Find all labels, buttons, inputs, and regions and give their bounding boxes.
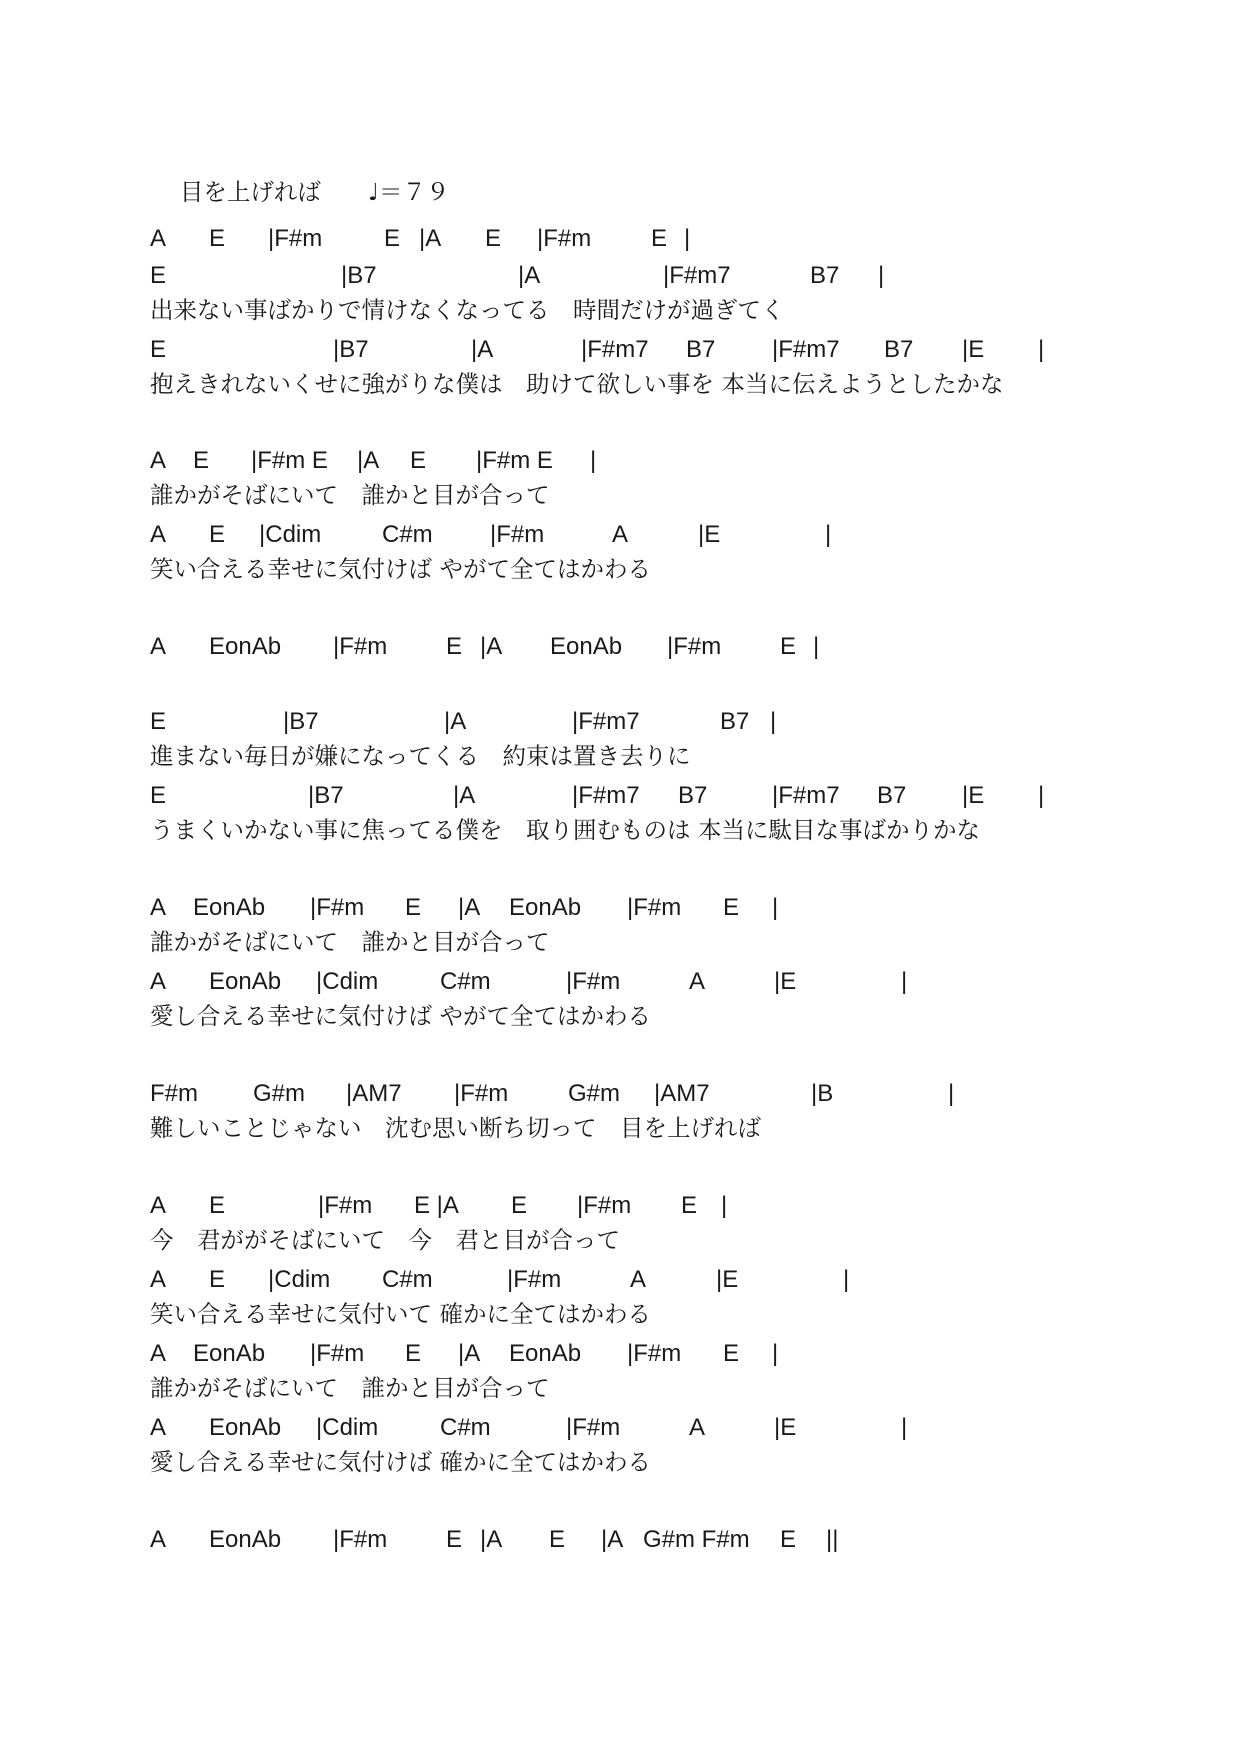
chord: E xyxy=(651,225,668,252)
chord: C#m xyxy=(382,521,433,548)
chord: G#m F#m xyxy=(643,1526,750,1553)
chord: F#m xyxy=(150,1080,198,1107)
chord: |F#m E xyxy=(476,447,553,474)
chord: C#m xyxy=(440,968,491,995)
chord: |F#m xyxy=(566,968,621,995)
chord: E xyxy=(780,1526,797,1553)
chord: E xyxy=(681,1192,698,1219)
chord: |A xyxy=(453,782,476,809)
chord: A xyxy=(689,1414,706,1441)
chord: |F#m xyxy=(268,225,323,252)
chord: EonAb xyxy=(209,633,282,660)
chord: B7 xyxy=(686,336,716,363)
chord: A xyxy=(689,968,706,995)
chord: |F#m xyxy=(310,894,365,921)
chord: |B xyxy=(811,1080,834,1107)
chord: |F#m7 xyxy=(772,782,840,809)
chord: E xyxy=(410,447,427,474)
chord: EonAb xyxy=(193,894,266,921)
chord: G#m xyxy=(568,1080,621,1107)
chord: E xyxy=(150,782,167,809)
chord: B7 xyxy=(678,782,708,809)
chord: |A xyxy=(601,1526,624,1553)
lyric-line: 愛し合える幸せに気付けば 確かに全てはかわる xyxy=(150,1448,651,1476)
song-title: 目を上げれば xyxy=(179,178,321,206)
chord: E xyxy=(723,1340,740,1367)
chord: E xyxy=(446,633,463,660)
chord: B7 xyxy=(810,262,840,289)
chord: |F#m xyxy=(627,1340,682,1367)
chord: |F#m xyxy=(490,521,545,548)
chord: EonAb xyxy=(193,1340,266,1367)
chord: E xyxy=(384,225,401,252)
chord: | xyxy=(825,521,832,548)
chord: |A xyxy=(458,894,481,921)
chord: A xyxy=(612,521,629,548)
chord: | xyxy=(813,633,820,660)
chord: |E xyxy=(962,336,985,363)
chord: |F#m xyxy=(667,633,722,660)
chord: E xyxy=(723,894,740,921)
lyric-line: 愛し合える幸せに気付けば やがて全てはかわる xyxy=(150,1002,651,1030)
chord: | xyxy=(590,447,597,474)
lyric-line: 抱えきれないくせに強がりな僕は 助けて欲しい事を 本当に伝えようとしたかな xyxy=(150,370,1004,398)
chord: | xyxy=(770,708,777,735)
lyric-line: 誰かがそばにいて 誰かと目が合って xyxy=(150,481,550,509)
chord: |F#m xyxy=(537,225,592,252)
chord: A xyxy=(630,1266,647,1293)
chord: | xyxy=(1038,336,1045,363)
chord: |F#m7 xyxy=(663,262,731,289)
chord: |F#m7 xyxy=(581,336,649,363)
chord: |F#m xyxy=(577,1192,632,1219)
chord: | xyxy=(948,1080,955,1107)
chord: |A xyxy=(471,336,494,363)
chord: E xyxy=(209,225,226,252)
chord: |E xyxy=(774,968,797,995)
chord: C#m xyxy=(382,1266,433,1293)
chord: |Cdim xyxy=(316,1414,379,1441)
chord: |F#m xyxy=(566,1414,621,1441)
chord: E xyxy=(405,1340,422,1367)
chord: E xyxy=(209,1192,226,1219)
chord: A xyxy=(150,968,167,995)
chord: E xyxy=(405,894,422,921)
chord: E xyxy=(150,336,167,363)
chord: E |A xyxy=(414,1192,459,1219)
chord: C#m xyxy=(440,1414,491,1441)
chord: E xyxy=(511,1192,528,1219)
chord: | xyxy=(772,894,779,921)
chord: A xyxy=(150,1526,167,1553)
chord: E xyxy=(150,262,167,289)
lyric-line: 笑い合える幸せに気付いて 確かに全てはかわる xyxy=(150,1300,651,1328)
chord: EonAb xyxy=(509,1340,582,1367)
lyric-line: 出来ない事ばかりで情けなくなってる 時間だけが過ぎてく xyxy=(150,296,785,324)
chord: E xyxy=(485,225,502,252)
chord: | xyxy=(901,968,908,995)
chord: |F#m xyxy=(318,1192,373,1219)
chord: |F#m7 xyxy=(572,708,640,735)
chord: E xyxy=(150,708,167,735)
chord: |B7 xyxy=(283,708,319,735)
chord: |Cdim xyxy=(259,521,322,548)
chord: | xyxy=(684,225,691,252)
chord: B7 xyxy=(720,708,750,735)
chord: |E xyxy=(962,782,985,809)
chord: |F#m7 xyxy=(772,336,840,363)
chord: E xyxy=(446,1526,463,1553)
chord: |B7 xyxy=(308,782,344,809)
chord: | xyxy=(878,262,885,289)
chord: G#m xyxy=(253,1080,306,1107)
lyric-line: うまくいかない事に焦ってる僕を 取り囲むものは 本当に駄目な事ばかりかな xyxy=(150,816,980,844)
tempo-marking: ♩＝７９ xyxy=(367,178,450,206)
chord: |A xyxy=(480,633,503,660)
chord: |F#m xyxy=(454,1080,509,1107)
lyric-line: 今 君ががそばにいて 今 君と目が合って xyxy=(150,1226,620,1254)
chord: E xyxy=(193,447,210,474)
chord: EonAb xyxy=(209,968,282,995)
chord: |AM7 xyxy=(346,1080,402,1107)
chord: EonAb xyxy=(209,1526,282,1553)
chord: EonAb xyxy=(209,1414,282,1441)
chord: EonAb xyxy=(550,633,623,660)
chord: |A xyxy=(458,1340,481,1367)
chord: | xyxy=(721,1192,728,1219)
chord: |Cdim xyxy=(316,968,379,995)
chord: B7 xyxy=(884,336,914,363)
chord: |A xyxy=(419,225,442,252)
chord: |A xyxy=(518,262,541,289)
chord: E xyxy=(209,1266,226,1293)
lyric-line: 誰かがそばにいて 誰かと目が合って xyxy=(150,928,550,956)
chord: |F#m xyxy=(333,633,388,660)
chord: B7 xyxy=(877,782,907,809)
chord: A xyxy=(150,633,167,660)
chord: |A xyxy=(480,1526,503,1553)
chord: |F#m xyxy=(507,1266,562,1293)
chord: E xyxy=(780,633,797,660)
chord: A xyxy=(150,447,167,474)
chord: | xyxy=(901,1414,908,1441)
chord: |F#m xyxy=(333,1526,388,1553)
chord: A xyxy=(150,1192,167,1219)
chord: A xyxy=(150,1266,167,1293)
chord: |E xyxy=(716,1266,739,1293)
chord: A xyxy=(150,894,167,921)
lyric-line: 誰かがそばにいて 誰かと目が合って xyxy=(150,1374,550,1402)
chord: E xyxy=(209,521,226,548)
chord: |F#m7 xyxy=(572,782,640,809)
chord: | xyxy=(843,1266,850,1293)
chord: |F#m xyxy=(627,894,682,921)
chord: | xyxy=(772,1340,779,1367)
chord: |Cdim xyxy=(268,1266,331,1293)
chord: |A xyxy=(444,708,467,735)
chord: |F#m xyxy=(310,1340,365,1367)
chord: |AM7 xyxy=(654,1080,710,1107)
chord: |E xyxy=(698,521,721,548)
chord: |B7 xyxy=(333,336,369,363)
chord: |E xyxy=(774,1414,797,1441)
chord: A xyxy=(150,1340,167,1367)
lyric-line: 難しいことじゃない 沈む思い断ち切って 目を上げれば xyxy=(150,1114,761,1142)
chord: A xyxy=(150,225,167,252)
lyric-line: 進まない毎日が嫌になってくる 約束は置き去りに xyxy=(150,742,691,770)
chord: A xyxy=(150,1414,167,1441)
chord: | xyxy=(1038,782,1045,809)
chord: EonAb xyxy=(509,894,582,921)
chord: E xyxy=(549,1526,566,1553)
chord: |B7 xyxy=(341,262,377,289)
chord: |F#m E xyxy=(251,447,328,474)
lyric-line: 笑い合える幸せに気付けば やがて全てはかわる xyxy=(150,555,651,583)
chord: |A xyxy=(357,447,380,474)
chord: || xyxy=(826,1526,839,1553)
chord: A xyxy=(150,521,167,548)
